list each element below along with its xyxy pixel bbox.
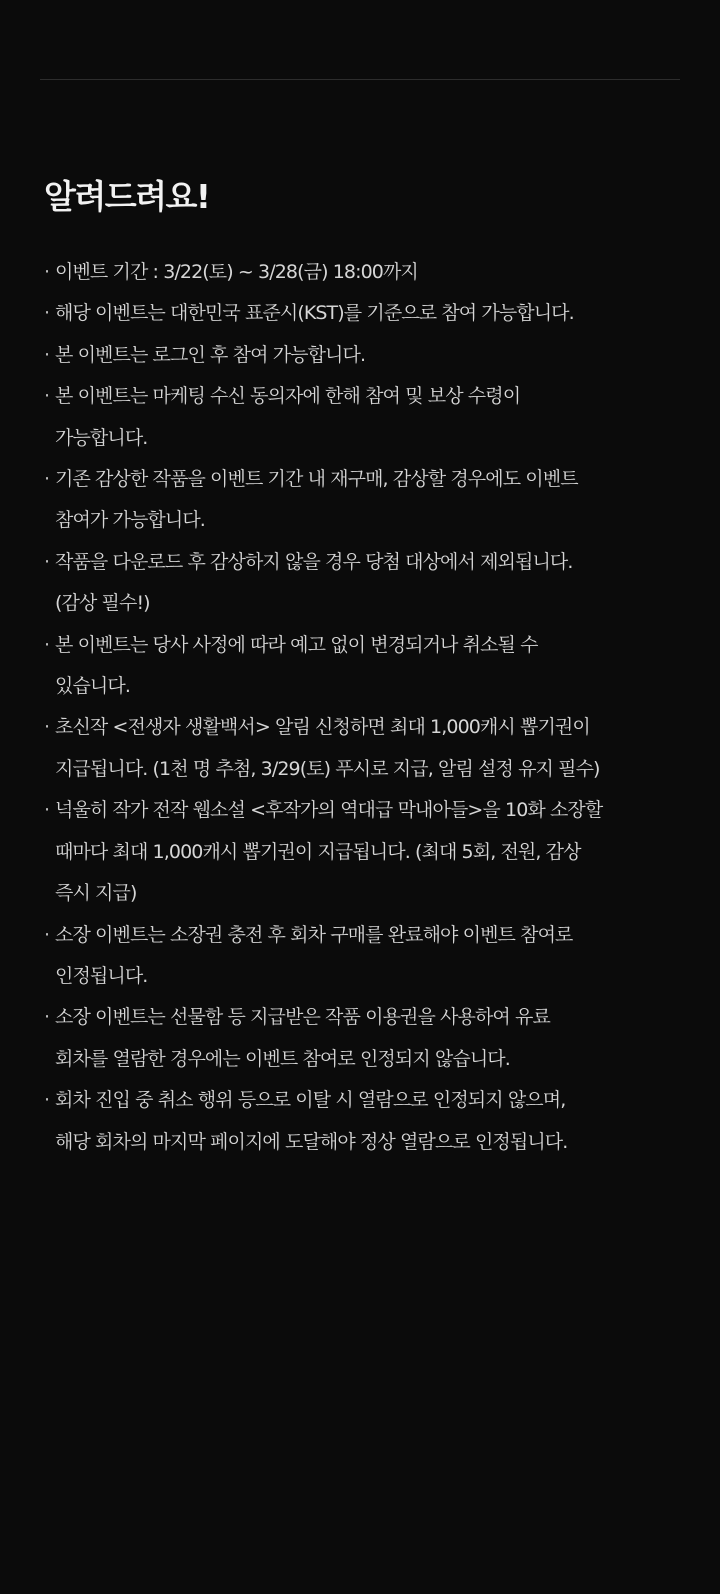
notice-item-text: 초신작 <전생자 생활백서> 알림 신청하면 최대 1,000캐시 뽑기권이 지급됩니다. (1천 명 추첨, 3/29(토) 푸시로 지급, 알림 설정 유지 필수) — [55, 716, 600, 780]
notice-item-text: 기존 감상한 작품을 이벤트 기간 내 재구매, 감상할 경우에도 이벤트 참여가 가능합니다. — [55, 468, 578, 532]
section-divider — [40, 79, 680, 80]
bullet-icon: · — [44, 923, 50, 946]
notice-item-text: 소장 이벤트는 선물함 등 지급받은 작품 이용권을 사용하여 유료 회차를 열람한 경우에는 이벤트 참여로 인정되지 않습니다. — [55, 1006, 550, 1070]
bullet-icon: · — [44, 302, 50, 325]
notice-item-login — [44, 335, 676, 376]
notice-item-new-work-alert — [44, 707, 676, 790]
bullet-icon: · — [44, 343, 50, 366]
notice-item-text: 본 이벤트는 마케팅 수신 동의자에 한해 참여 및 보상 수령이 가능합니다. — [55, 385, 521, 449]
bullet-icon: · — [44, 799, 50, 822]
notice-item-gift-voucher — [44, 997, 676, 1080]
notice-item-prior-work — [44, 790, 676, 914]
notice-item-download — [44, 542, 676, 625]
bullet-icon: · — [44, 633, 50, 656]
notice-item-ownership-charge — [44, 915, 676, 998]
notice-item-change — [44, 625, 676, 708]
notice-item-period — [44, 252, 676, 293]
notice-list — [44, 252, 676, 1163]
notice-item-text: 이벤트 기간 : 3/22(토) ~ 3/28(금) 18:00까지 — [55, 261, 418, 283]
bullet-icon: · — [44, 1006, 50, 1029]
notice-section — [44, 176, 676, 1163]
notice-item-text: 넉울히 작가 전작 웹소설 <후작가의 역대급 막내아들>을 10화 소장할 때마다 최대 1,000캐시 뽑기권이 지급됩니다. (최대 5회, 전원, 감상 즉시 지급) — [55, 799, 603, 905]
bullet-icon: · — [44, 468, 50, 491]
notice-title: 알려드려요! — [44, 177, 210, 216]
notice-item-kst — [44, 293, 676, 334]
bullet-icon: · — [44, 1089, 50, 1112]
notice-item-text: 본 이벤트는 당사 사정에 따라 예고 없이 변경되거나 취소될 수 있습니다. — [55, 633, 538, 698]
notice-item-text: 작품을 다운로드 후 감상하지 않을 경우 당첨 대상에서 제외됩니다. (감상 필수!) — [55, 550, 573, 615]
bullet-icon: · — [44, 261, 50, 283]
notice-item-repurchase — [44, 459, 676, 542]
notice-item-text: 본 이벤트는 로그인 후 참여 가능합니다. — [55, 343, 366, 366]
notice-item-text: 소장 이벤트는 소장권 충전 후 회차 구매를 완료해야 이벤트 참여로 인정됩니다. — [55, 923, 573, 987]
bullet-icon: · — [44, 550, 50, 573]
bullet-icon: · — [44, 385, 50, 408]
bullet-icon: · — [44, 716, 50, 739]
notice-item-text: 해당 이벤트는 대한민국 표준시(KST)를 기준으로 참여 가능합니다. — [55, 302, 574, 325]
notice-item-text: 회차 진입 중 취소 행위 등으로 이탈 시 열람으로 인정되지 않으며, 해당 회차의 마지막 페이지에 도달해야 정상 열람으로 인정됩니다. — [55, 1089, 568, 1153]
notice-item-marketing — [44, 376, 676, 459]
notice-item-last-page — [44, 1080, 676, 1163]
